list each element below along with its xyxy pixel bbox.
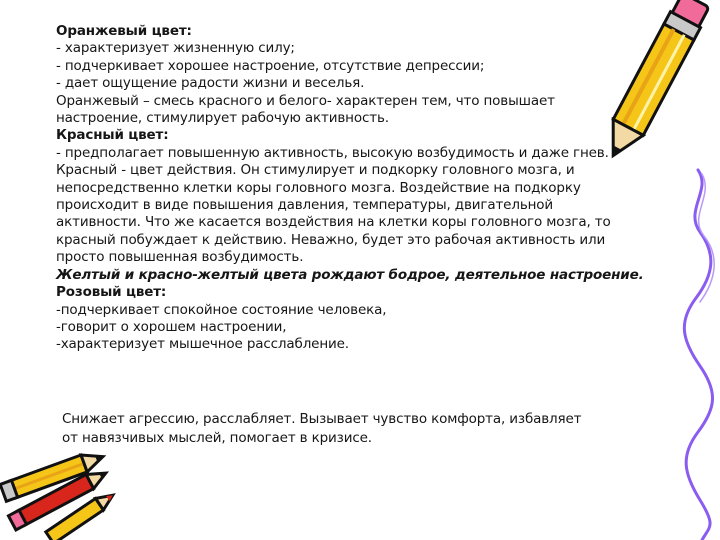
- text-line: происходит в виде повышения давления, температуры, двигательной: [56, 197, 554, 214]
- text-line: - характеризует жизненную силу;: [56, 40, 295, 57]
- text-line: просто повышенная возбудимость.: [56, 249, 304, 266]
- text-line: непосредственно клетки коры головного мозга. Воздействие на подкорку: [56, 179, 581, 196]
- heading-orange: Оранжевый цвет:: [56, 23, 192, 39]
- text-line: Оранжевый – смесь красного и белого- характерен тем, что повышает: [56, 92, 555, 109]
- text-line: -говорит о хорошем настроении,: [56, 318, 287, 335]
- closing-paragraph: [62, 410, 662, 448]
- text-line: -характеризует мышечное расслабление.: [56, 336, 349, 353]
- text-line: красный побуждает к действию. Неважно, будет это рабочая активность или: [56, 231, 606, 248]
- heading-pink: Розовый цвет:: [56, 284, 167, 301]
- text-line: - подчеркивает хорошее настроение, отсутствие депрессии;: [56, 57, 485, 74]
- text-line: Красный - цвет действия. Он стимулирует и подкорку головного мозга, и: [56, 162, 575, 179]
- text-line: - дает ощущение радости жизни и веселья.: [56, 75, 365, 92]
- text-line: активности. Что же касается воздействия на клетки коры головного мозга, то: [56, 214, 611, 231]
- closing-line: от навязчивых мыслей, помогает в кризисе.: [62, 430, 372, 446]
- text-line: настроение, стимулирует рабочую активность.: [56, 110, 389, 127]
- text-block: [56, 23, 696, 354]
- yellow-statement: Желтый и красно-желтый цвета рождают бодрое, деятельное настроение.: [56, 266, 644, 283]
- closing-line: Снижает агрессию, расслабляет. Вызывает чувство комфорта, избавляет: [62, 411, 582, 427]
- text-line: - предполагает повышенную активность, высокую возбудимость и даже гнев.: [56, 144, 609, 161]
- heading-red: Красный цвет:: [56, 127, 169, 144]
- text-line: -подчеркивает спокойное состояние человека,: [56, 301, 387, 318]
